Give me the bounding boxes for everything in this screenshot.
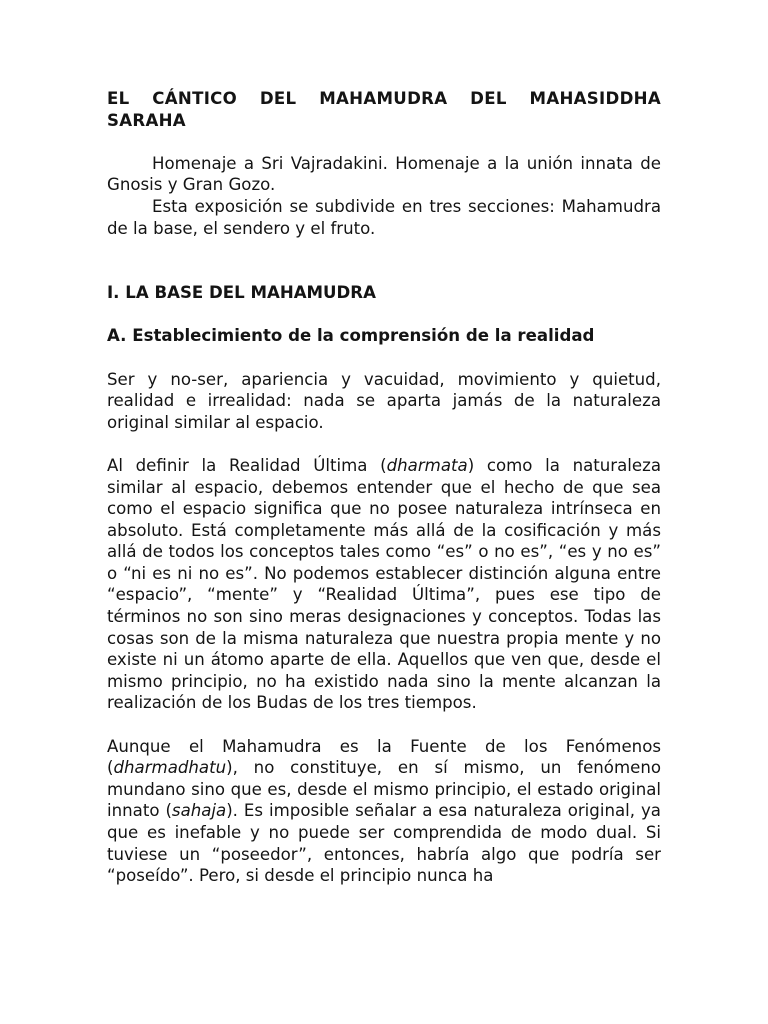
intro-paragraph-structure: Esta exposición se subdivide en tres secciones: Mahamudra de la base, el sendero y el fruto. (107, 196, 661, 238)
subsection-heading: A. Establecimiento de la comprensión de la realidad (107, 326, 595, 346)
p3-text-a: Aunque el Mahamudra es la Fuente de los Fenómenos ( (107, 736, 661, 778)
p2-text-a: Al definir la Realidad Última ( (107, 455, 387, 475)
body-paragraph-1: Ser y no-ser, apariencia y vacuidad, movimiento y quietud, realidad e irrealidad: nada se aparta jamás de la naturaleza original similar al espacio. (107, 369, 661, 432)
p3-term-dharmadhatu: dharmadhatu (113, 758, 227, 778)
intro-paragraph-homage: Homenaje a Sri Vajradakini. Homenaje a la unión innata de Gnosis y Gran Gozo. (107, 153, 661, 195)
p2-term-dharmata: dharmata (386, 455, 468, 475)
body-paragraph-2 (107, 455, 661, 714)
p2-text-b: ) como la naturaleza similar al espacio, debemos entender que el hecho de que sea como el espacio significa que no posee naturaleza intrínseca en absoluto. Está completamente más allá de la cosificación y más allá de todos los conceptos tales como “es” o no es”, “es y no es” o “ni es ni no es”. No podemos establecer distinción alguna entre “espacio”, “mente” y “Realidad Última”, pues ese tipo de términos no son sino meras designaciones y conceptos. Todas las cosas son de la misma naturaleza que nuestra propia mente y no existe ni un átomo aparte de ella. Aquellos que ven que, desde el mismo principio, no ha existido nada sino la mente alcanzan la realización de los Budas de los tres tiempos. (107, 455, 661, 713)
p3-text-c: ). Es imposible señalar a esa naturaleza original, ya que es inefable y no puede ser comprendida de modo dual. Si tuviese un “poseedor”, entonces, habría algo que podría ser “poseído”. Pero, si desde el principio nunca ha (107, 801, 661, 886)
document-title: EL CÁNTICO DEL MAHAMUDRA DEL MAHASIDDHA SARAHA (107, 89, 661, 130)
body-paragraph-3 (107, 736, 661, 887)
section-heading: I. LA BASE DEL MAHAMUDRA (107, 283, 376, 303)
p3-term-sahaja: sahaja (171, 801, 227, 821)
p3-text-b: ), no constituye, en sí mismo, un fenómeno mundano sino que es, desde el mismo principio, el estado original innato ( (107, 758, 661, 821)
